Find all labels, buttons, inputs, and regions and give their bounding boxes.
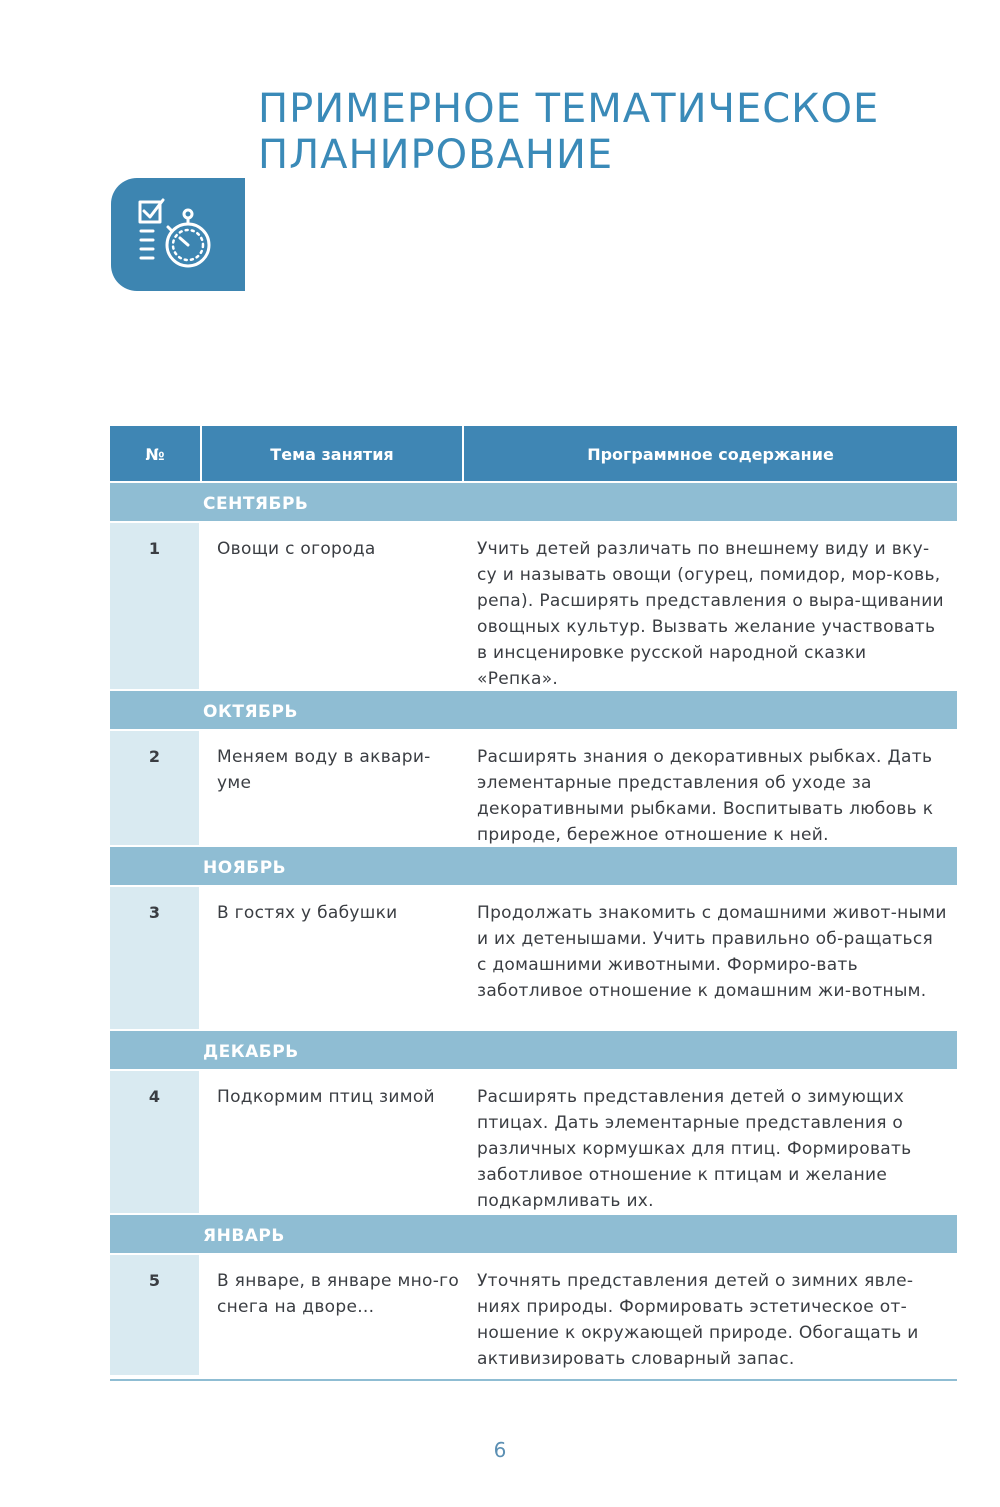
row-topic: В январе, в январе мно-го снега на дворе... bbox=[217, 1271, 460, 1317]
header-topic: Тема занятия bbox=[270, 445, 394, 464]
header-number: № bbox=[145, 445, 165, 464]
row-content: Уточнять представления детей о зимних явле-ниях природы. Формировать эстетическое от-ношение к окружающей природе. Обогащать и активизировать словарный запас. bbox=[477, 1271, 919, 1369]
table-row bbox=[110, 887, 957, 1029]
plan-table bbox=[110, 426, 957, 1381]
page-title-line-2: ПЛАНИРОВАНИЕ bbox=[258, 132, 614, 178]
month-row: СЕНТЯБРЬ bbox=[110, 483, 957, 521]
row-number: 2 bbox=[110, 731, 199, 845]
table-row bbox=[110, 523, 957, 689]
page-title bbox=[258, 86, 879, 178]
table-row bbox=[110, 1071, 957, 1213]
row-content: Учить детей различать по внешнему виду и вку-су и называть овощи (огурец, помидор, мор-ковь, репа). Расширять представления о выра-щивании овощных культур. Вызвать желание участвовать в инсценировке русской народной сказки «Репка». bbox=[477, 539, 944, 689]
month-row: ЯНВАРЬ bbox=[110, 1215, 957, 1253]
section-badge bbox=[111, 178, 245, 291]
row-topic: Овощи с огорода bbox=[217, 539, 376, 559]
month-row: ДЕКАБРЬ bbox=[110, 1031, 957, 1069]
row-content: Расширять знания о декоративных рыбках. Дать элементарные представления об уходе за декоративными рыбками. Воспитывать любовь к природе, бережное отношение к ней. bbox=[477, 747, 934, 845]
month-row: НОЯБРЬ bbox=[110, 847, 957, 885]
row-number: 3 bbox=[110, 887, 199, 1029]
checklist-stopwatch-icon bbox=[131, 193, 221, 273]
row-content: Продолжать знакомить с домашними живот-ными и их детенышами. Учить правильно об-ращаться с домашними животными. Формиро-вать заботливое отношение к домашним жи-вотным. bbox=[477, 903, 947, 1001]
row-number: 4 bbox=[110, 1071, 199, 1213]
page-title-line-1: ПРИМЕРНОЕ ТЕМАТИЧЕСКОЕ bbox=[258, 86, 880, 132]
row-topic: Меняем воду в аквари-уме bbox=[217, 747, 431, 793]
header-content: Программное содержание bbox=[587, 445, 834, 464]
row-content: Расширять представления детей о зимующих птицах. Дать элементарные представления о различных кормушках для птиц. Формировать заботливое отношение к птицам и желание подкармливать их. bbox=[477, 1087, 912, 1211]
row-number: 1 bbox=[110, 523, 199, 689]
row-topic: Подкормим птиц зимой bbox=[217, 1087, 435, 1107]
page-number: 6 bbox=[493, 1438, 507, 1462]
row-number: 5 bbox=[110, 1255, 199, 1375]
row-topic: В гостях у бабушки bbox=[217, 903, 398, 923]
month-row: ОКТЯБРЬ bbox=[110, 691, 957, 729]
table-row bbox=[110, 731, 957, 845]
table-row bbox=[110, 1255, 957, 1375]
table-header bbox=[110, 426, 957, 481]
